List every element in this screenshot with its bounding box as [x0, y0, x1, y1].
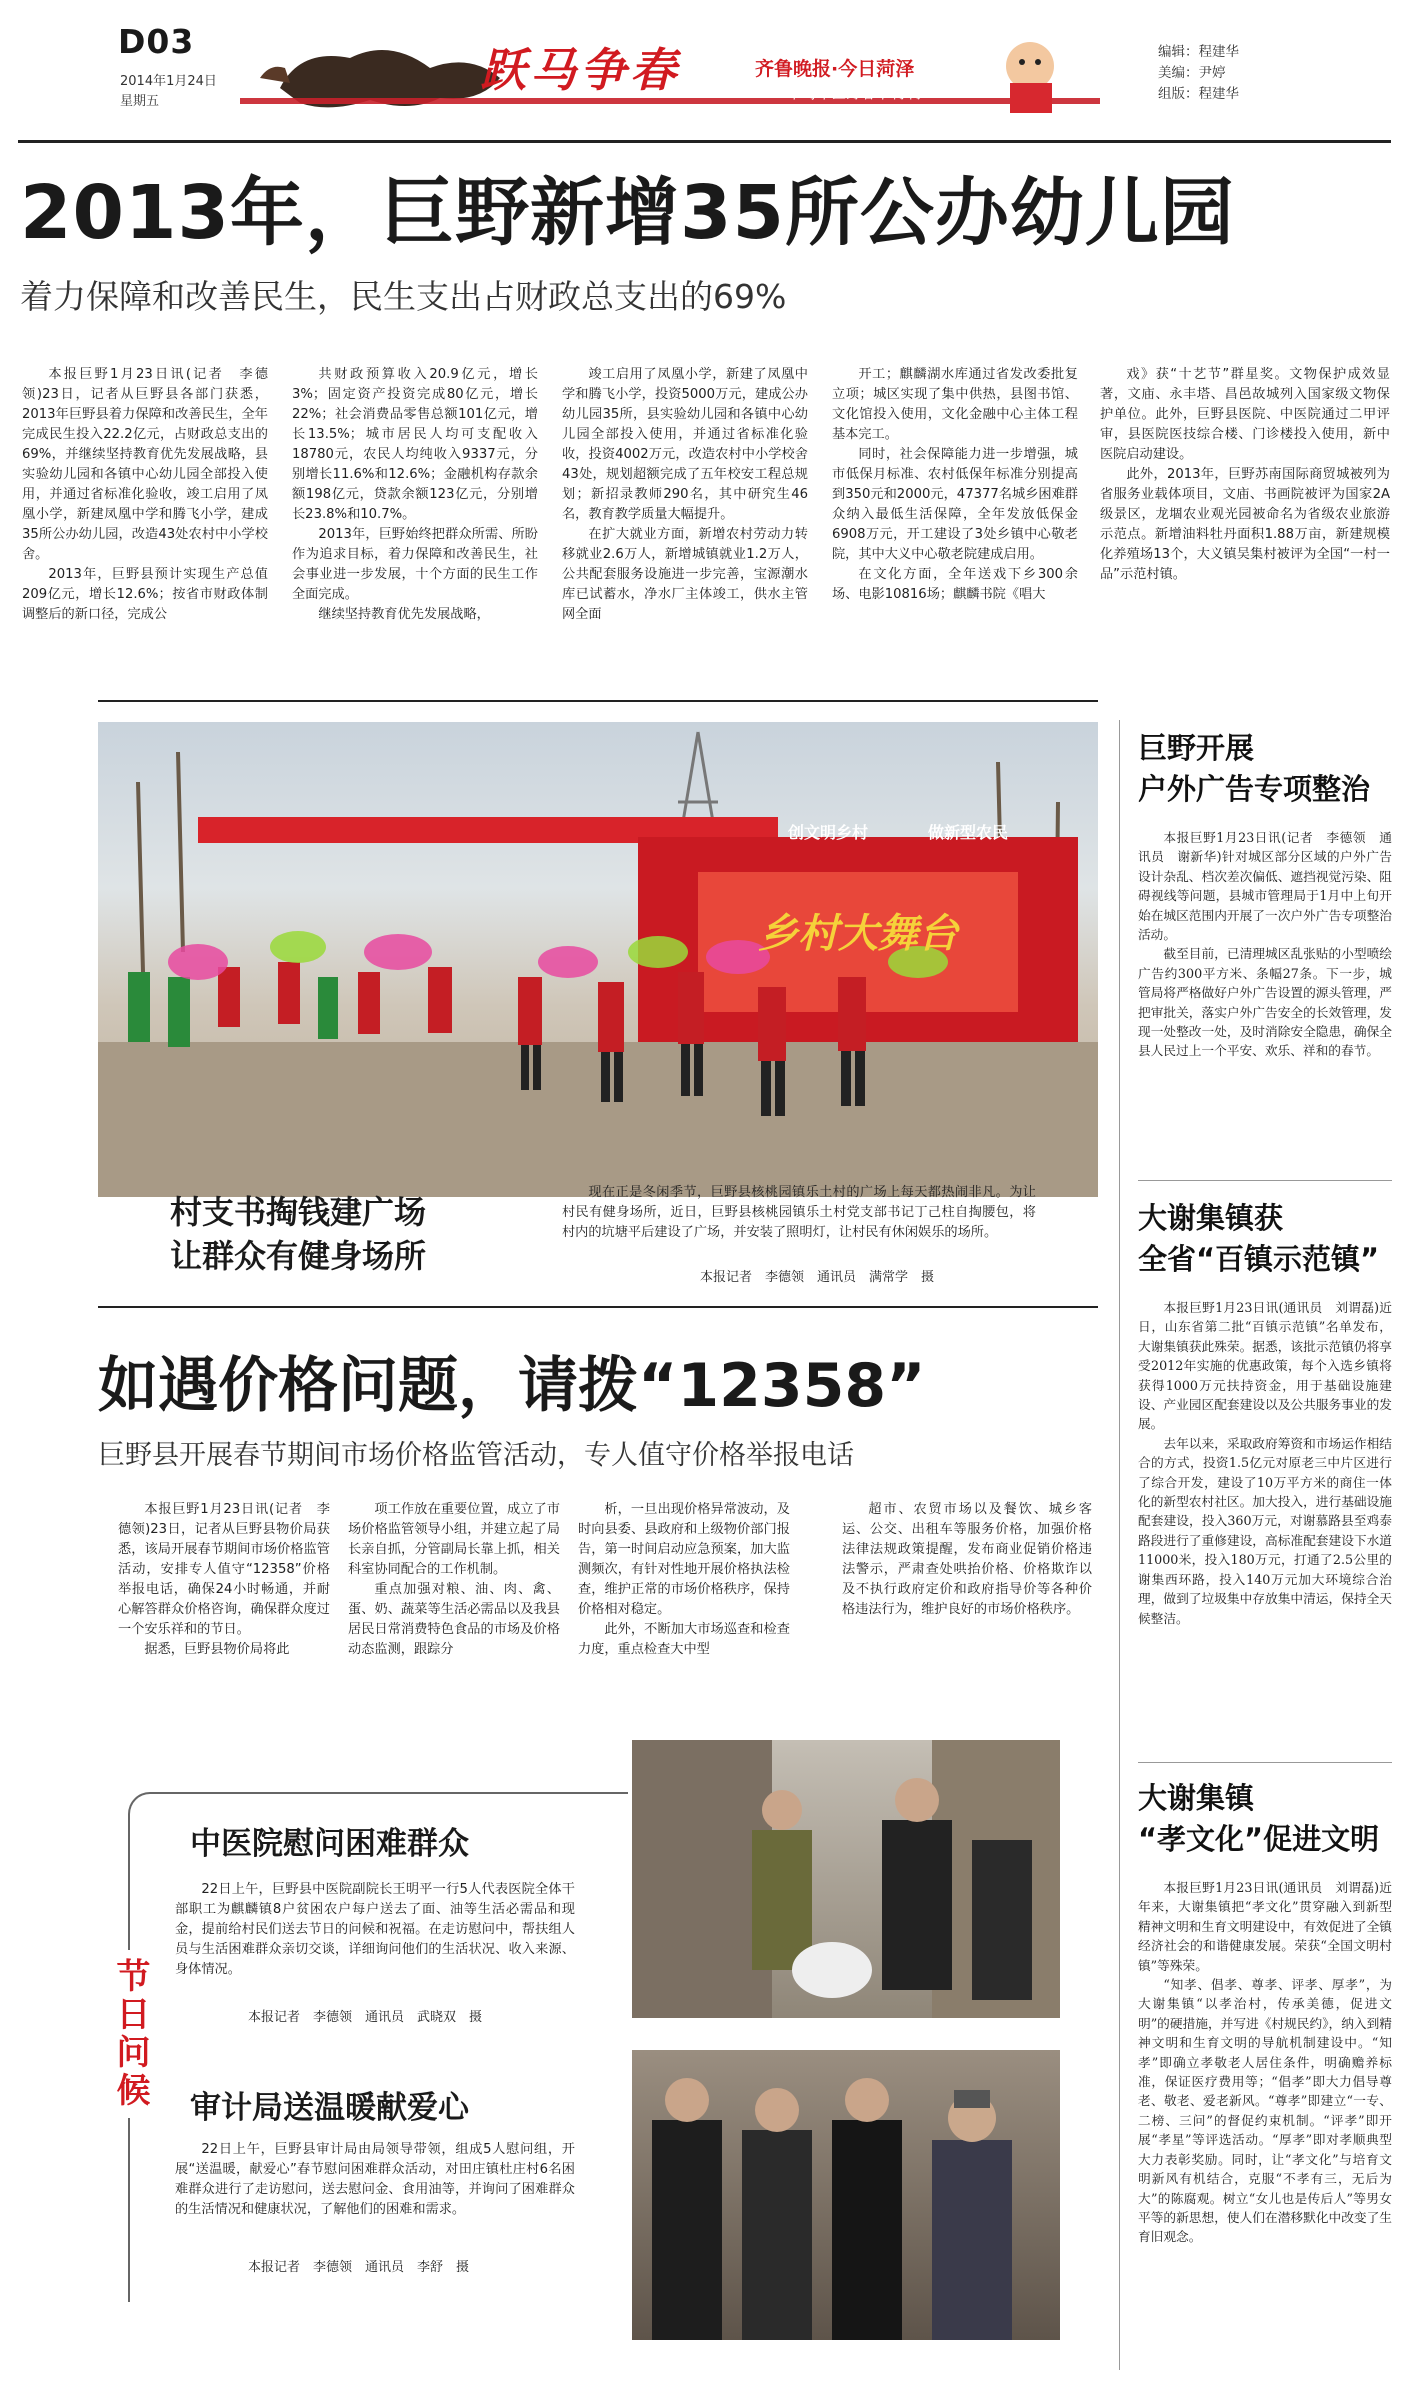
lead-paragraph: 2013年，巨野县预计实现生产总值209亿元，增长12.6%；按省市财政体制调整后的新口径，完成公 — [22, 567, 268, 622]
story2-text: 22日上午，巨野县审计局由局领导带领，组成5人慰问组，开展“送温暖，献爱心”春节慰问困难群众活动，对田庄镇杜庄村6名困难群众进行了走访慰问，送去慰问金、食用油等，并询问了困难群众的生活情况和健康状况，了解他们的困难和需求。 — [175, 2142, 575, 2217]
story1-body — [175, 1880, 575, 1980]
page-header — [0, 0, 1409, 140]
stage-sign: 乡村大舞台 — [758, 910, 958, 957]
story1-credit: 本报记者 李德领 通讯员 武晓双 摄 — [248, 2010, 483, 2025]
price-paragraph: 重点加强对粮、油、肉、禽、蛋、奶、蔬菜等生活必需品以及我县居民日常消费特色食品的市场及价格动态监测，跟踪分 — [348, 1582, 560, 1657]
sidebar-story-3 — [1138, 1778, 1392, 2247]
lead-headline: 2013年，巨野新增35所公办幼儿园 — [20, 170, 1235, 256]
lead-column-3 — [562, 365, 808, 625]
sidebar-paragraph: “知孝、倡孝、尊孝、评孝、厚孝”，为大谢集镇“以孝治村，传承美德，促进文明”的硬措施，并写进《村规民约》，纳入到精神文明和生育文明的导航机制建设中。“知孝”即确立孝敬老人居住条件，明确赡养标准，保证医疗费用等；“倡孝”即大力倡导尊老、敬老、爱老新风。“尊孝”即建立“一专、二榜、三问”的督促约束机制。“评孝”即开展“孝星”等评选活动。“厚孝”即对孝顺典型大力表彰奖励。同时，让“孝文化”与培育文明新风有机结合，克服“不孝有三，无后为大”的陈腐观。树立“女儿也是传后人”等男女平等的新思想，使人们在潜移默化中改变了生育旧观念。 — [1138, 1977, 1392, 2245]
lead-paragraph: 共财政预算收入20.9亿元，增长3%；固定资产投资完成80亿元，增长22%；社会消费品零售总额101亿元，增长13.5%；城市居民人均可支配收入18780元，农民人均纯收入9337元，分别增长11.6%和12.6%；金融机构存款余额198亿元，贷款余额123亿元，分别增长23.8%和10.7%。 — [292, 367, 538, 522]
story2-title: 审计局送温暖献爱心 — [190, 2090, 469, 2126]
sidebar-paragraph: 截至目前，已清理城区乱张贴的小型喷绘广告约300平方米、条幅27条。下一步，城管局将严格做好户外广告设置的源头管理，严把审批关，落实户外广告安全的长效管理，发现一处整改一处，及时消除安全隐患，确保全县人民过上一个平安、欢乐、祥和的春节。 — [1138, 946, 1392, 1059]
price-paragraph: 据悉，巨野县物价局将此 — [144, 1642, 290, 1657]
sidebar-story-3-title-line1: 大谢集镇 — [1138, 1781, 1255, 1815]
lead-column-4 — [832, 365, 1078, 605]
audit-visit-photo — [632, 2050, 1060, 2340]
lead-paragraph: 竣工启用了凤凰小学，新建了凤凰中学和腾飞小学，投资5000万元，建成公办幼儿园35所，县实验幼儿园和各镇中心幼儿园全部投入使用，并通过省标准化验收，投资4002万元，改造农村中小学校舍43处，规划超额完成了五年校安工程总规划；新招录教师290名，其中研究生46名，教育教学质量大幅提升。 — [562, 367, 808, 522]
sidebar-story-1-title-line2: 户外广告专项整治 — [1138, 772, 1371, 806]
hospital-visit-photo — [632, 1740, 1060, 2018]
sidebar-story-2-body — [1138, 1298, 1392, 1628]
photo-story-title-line1: 村支书掏钱建广场 — [170, 1193, 427, 1231]
lead-paragraph: 2013年，巨野始终把群众所需、所盼作为追求目标，着力保障和改善民生，社会事业进一步发展，十个方面的民生工作全面完成。 — [292, 527, 538, 602]
sidebar-story-3-title-line2: “孝文化”促进文明 — [1138, 1822, 1380, 1856]
price-paragraph: 此外，不断加大市场巡查和检查力度，重点检查大中型 — [578, 1622, 790, 1657]
photo-story-title-line2: 让群众有健身场所 — [170, 1237, 427, 1275]
sidebar-paragraph: 去年以来，采取政府筹资和市场运作相结合的方式，投资1.5亿元对原老三中片区进行了综合开发，建设了10万平方米的商住一体化的新型农村社区。加大投入，进行基础设施配套建设，投入360万元，对谢慕路县至鸡泰路段进行了重修建设，高标准配套建设下水道11000米，投入180万元，打通了2.5公里的谢集西环路，投入140万元加大环境综合治理，做到了垃圾集中存放集中清运，保持全天候整洁。 — [1138, 1435, 1392, 1626]
story1-title: 中医院慰问困难群众 — [190, 1826, 469, 1862]
photo-caption-text: 现在正是冬闲季节，巨野县核桃园镇乐土村的广场上每天都热闹非凡。为让村民有健身场所，近日，巨野县核桃园镇乐土村党支部书记丁己柱自掏腰包，将村内的坑塘平后建设了广场，并安装了照明灯，让村民有休闲娱乐的场所。 — [562, 1185, 1036, 1240]
sidebar-story-2-title-line2: 全省“百镇示范镇” — [1138, 1242, 1380, 1276]
issue-weekday: 星期五 — [120, 94, 160, 109]
lead-paragraph: 同时，社会保障能力进一步增强，城市低保月标准、农村低保年标准分别提高到350元和2000元，47377名城乡困难群众纳入最低生活保障，全年发放低保金6908万元，开工建设了3处乡镇中心敬老院，其中大义中心敬老院建成启用。 — [832, 447, 1078, 562]
lead-bottom-rule — [98, 700, 1098, 702]
holiday-bracket — [128, 1792, 628, 2302]
page-code: D03 — [118, 22, 195, 61]
sidebar-paragraph: 本报巨野1月23日讯(通讯员 刘谓磊)近日，山东省第二批“百镇示范镇”名单发布，大谢集镇获此殊荣。据悉，该批示范镇仍将享受2012年实施的优惠政策，每个入选乡镇将获得1000万元扶持资金，用于基础设施建设、产业园区配套建设以及公共服务事业的发展。 — [1138, 1300, 1392, 1432]
photo-bottom-rule — [98, 1306, 1098, 1308]
village-dance-photo — [98, 722, 1098, 1197]
lead-paragraph: 本报巨野1月23日讯(记者 李德领)23日，记者从巨野县各部门获悉，2013年巨野县着力保障和改善民生，全年完成民生投入22.2亿元，占财政总支出的69%，并继续坚持教育优先发展战略，县实验幼儿园和各镇中心幼儿园全部投入使用，并通过省标准化验收，竣工启用了凤凰小学，新建凤凰中学和腾飞小学，建成35所公办幼儿园，改造43处农村中小学校舍。 — [22, 367, 268, 562]
lead-paragraph: 在文化方面，全年送戏下乡300余场、电影10816场；麒麟书院《唱大 — [832, 567, 1078, 602]
staff-designer: 美编：尹婷 — [1158, 65, 1226, 81]
lead-column-1 — [22, 365, 268, 625]
price-paragraph: 析，一旦出现价格异常波动，及时向县委、县政府和上级物价部门报告，第一时间启动应急预案，加大监测频次，有针对性地开展价格执法检查，维护正常的市场价格秩序，保持价格相对稳定。 — [578, 1502, 790, 1617]
lead-subhead: 着力保障和改善民生，民生支出占财政总支出的69% — [20, 277, 787, 316]
sidebar-story-3-body — [1138, 1878, 1392, 2247]
price-headline: 如遇价格问题，请拨“12358” — [98, 1351, 926, 1421]
lead-column-2 — [292, 365, 538, 625]
story1-text: 22日上午，巨野县中医院副院长王明平一行5人代表医院全体干部职工为麒麟镇8户贫困农户每户送去了面、油等生活必需品和现金，提前给村民们送去节日的问候和祝福。在走访慰问中，帮扶组人员与生活困难群众亲切交谈，详细询问他们的生活状况、收入来源、身体情况。 — [175, 1882, 575, 1977]
price-paragraph: 超市、农贸市场以及餐饮、城乡客运、公交、出租车等服务价格，加强价格法律法规政策提醒，发布商业促销价格违法警示，严肃查处哄抬价格、价格欺诈以及不执行政府定价和政府指导价等各种价格违法行为，维护良好的市场价格秩序。 — [842, 1502, 1092, 1617]
issue-date: 2014年1月24日 — [120, 74, 217, 89]
holiday-label-text: 节日问候 — [110, 1958, 150, 2110]
lead-paragraph: 在扩大就业方面，新增农村劳动力转移就业2.6万人，新增城镇就业1.2万人，公共配套服务设施进一步完善，宝源潮水库已试蓄水，净水厂主体竣工，供水主管网全面 — [562, 527, 808, 622]
holiday-section-label — [108, 1950, 152, 2118]
banner-title: 跃马争春 — [480, 43, 680, 97]
banner-line1: 齐鲁晚报·今日菏泽 — [755, 58, 915, 80]
lead-paragraph: 开工；麒麟湖水库通过省发改委批复立项；城区实现了集中供热，县图书馆、文化馆投入使用，文化金融中心主体工程基本完工。 — [832, 367, 1078, 442]
header-rule — [18, 140, 1391, 143]
sidebar-paragraph: 本报巨野1月23日讯(通讯员 刘谓磊)近年来，大谢集镇把“孝文化”贯穿融入到新型精神文明和生育文明建设中，有效促进了全镇经济社会的和谐健康发展。荣获“全国文明村镇”等殊荣。 — [1138, 1880, 1392, 1973]
hospital-visit-illustration — [632, 1740, 1060, 2018]
sidebar-story-1-body — [1138, 828, 1392, 1061]
sidebar-rule-2 — [1138, 1762, 1392, 1763]
price-paragraph: 项工作放在重要位置，成立了市场价格监管领导小组，并建立起了局长亲自抓，分管副局长靠上抓，相关科室协同配合的工作机制。 — [348, 1502, 560, 1577]
lead-paragraph: 戏》获“十艺节”群星奖。文物保护成效显著，文庙、永丰塔、昌邑故城列入国家级文物保护单位。此外，巨野县医院、中医院通过二甲评审，县医院医技综合楼、门诊楼投入使用，新中医院启动建设。 — [1100, 367, 1390, 462]
sidebar-divider — [1119, 720, 1120, 2370]
lead-paragraph: 此外，2013年，巨野苏南国际商贸城被列为省服务业载体项目，文庙、书画院被评为国家2A级景区，龙堌农业观光园被命名为省级农业旅游示范点。新增油料牡丹面积1.88万亩，新建规模化养殖场13个，大义镇吴集村被评为全国“一村一品”示范村镇。 — [1100, 467, 1390, 582]
staff-layout: 组版：程建华 — [1158, 86, 1239, 102]
arch-banner-right: 做新型农民 — [928, 823, 1009, 842]
photo-story-credit: 本报记者 李德领 通讯员 满常学 摄 — [700, 1270, 935, 1285]
sidebar-story-2-title-line1: 大谢集镇获 — [1138, 1201, 1284, 1235]
sidebar-story-1-title-line1: 巨野开展 — [1138, 731, 1255, 765]
dance-scene-illustration — [98, 722, 1098, 1197]
staff-editor: 编辑：程建华 — [1158, 44, 1239, 60]
price-column-3 — [578, 1500, 790, 1660]
sidebar-paragraph: 本报巨野1月23日讯(记者 李德领 通讯员 谢新华)针对城区部分区域的户外广告设计杂乱、档次差次偏低、遮挡视觉污染、阻碍视线等问题，县城市管理局于1月中上旬开始在城区范围内开展了一次户外广告专项整治活动。 — [1138, 830, 1392, 943]
lead-column-5 — [1100, 365, 1390, 585]
price-paragraph: 本报巨野1月23日讯(记者 李德领)23日，记者从巨野县物价局获悉，该局开展春节期间市场价格监管活动，安排专人值守“12358”价格举报电话，确保24小时畅通，并耐心解答群众价格咨询，确保群众度过一个安乐祥和的节日。 — [118, 1502, 330, 1637]
price-subhead: 巨野县开展春节期间市场价格监管活动，专人值守价格举报电话 — [98, 1440, 854, 1471]
price-column-1 — [118, 1500, 330, 1660]
price-column-4 — [842, 1500, 1092, 1620]
staff-list — [1158, 42, 1239, 105]
banner-line2: 2014年马年巨野春节特刊 — [748, 84, 922, 102]
sidebar-rule-1 — [1138, 1180, 1392, 1181]
arch-banner-left: 创文明乡村 — [788, 823, 869, 842]
price-column-2 — [348, 1500, 560, 1660]
story2-body — [175, 2140, 575, 2220]
sidebar-story-1 — [1138, 728, 1392, 1061]
audit-visit-illustration — [632, 2050, 1060, 2340]
story2-credit: 本报记者 李德领 通讯员 李舒 摄 — [248, 2260, 470, 2275]
sidebar-story-2 — [1138, 1198, 1392, 1628]
photo-story-title — [170, 1190, 426, 1278]
banner-artwork — [240, 28, 1100, 118]
lead-paragraph: 继续坚持教育优先发展战略， — [318, 607, 490, 622]
photo-story-caption — [562, 1183, 1036, 1243]
